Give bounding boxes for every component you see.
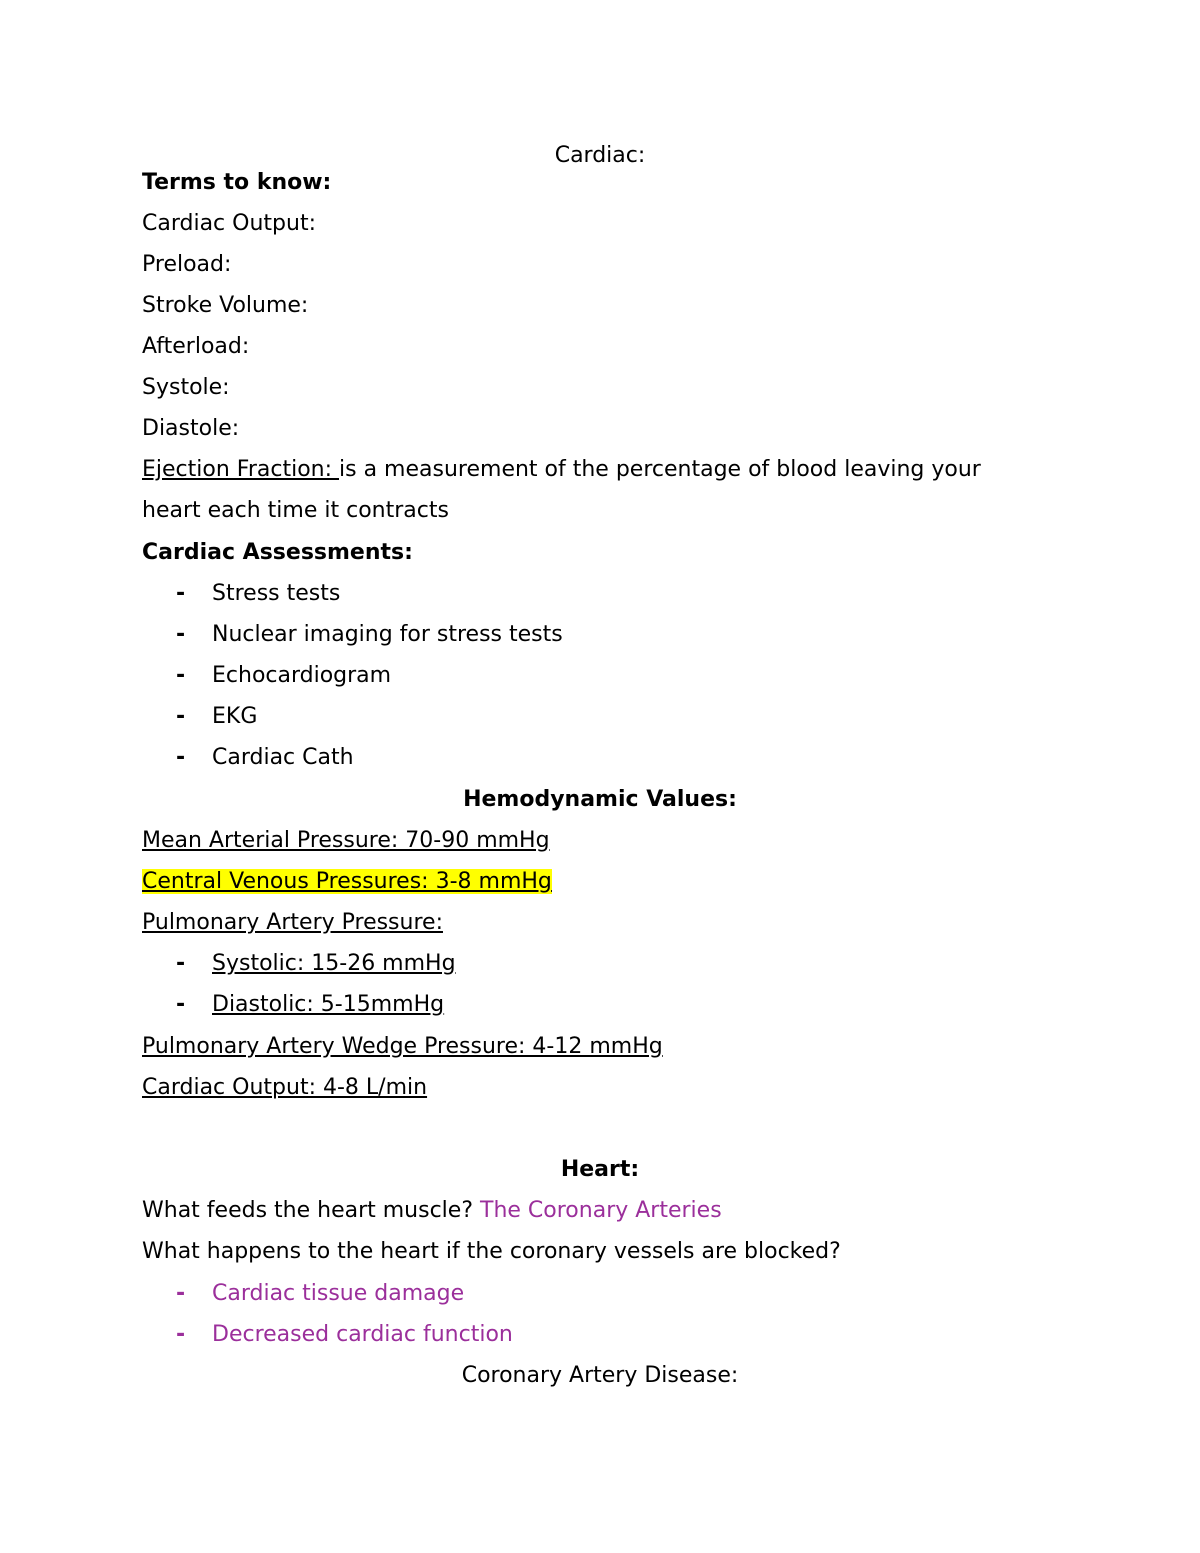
- list-bullet: -: [176, 1281, 186, 1306]
- co-value: [142, 1074, 427, 1102]
- list-item: Cardiac Cath: [212, 745, 354, 770]
- terms-heading: Terms to know:: [142, 170, 332, 195]
- pap-diastolic: Diastolic: 5-15mmHg: [212, 992, 445, 1017]
- pap-systolic: Systolic: 15-26 mmHg: [212, 951, 456, 976]
- list-bullet: -: [176, 745, 186, 770]
- heart-question-2: What happens to the heart if the coronary vessels are blocked?: [142, 1239, 841, 1264]
- list-item: Stress tests: [212, 581, 341, 606]
- list-item: Nuclear imaging for stress tests: [212, 622, 563, 647]
- co-text: Cardiac Output: 4-8 L/min: [142, 1075, 428, 1100]
- list-bullet: -: [176, 992, 186, 1017]
- answer-item: Decreased cardiac function: [212, 1322, 513, 1347]
- list-bullet: -: [176, 951, 186, 976]
- term-stroke-volume: Stroke Volume:: [142, 293, 309, 318]
- map-value: [142, 827, 550, 855]
- list-bullet: -: [176, 622, 186, 647]
- list-bullet: -: [176, 663, 186, 688]
- list-item: EKG: [212, 704, 258, 729]
- ejection-fraction-definition: is a measurement of the percentage of blood leaving your: [339, 457, 981, 482]
- map-text: Mean Arterial Pressure: 70-90 mmHg: [142, 828, 550, 853]
- list-item: Echocardiogram: [212, 663, 392, 688]
- cvp-value: [142, 868, 552, 896]
- list-bullet: -: [176, 704, 186, 729]
- answer-text: The Coronary Arteries: [480, 1198, 722, 1223]
- heart-question-1: [142, 1197, 722, 1225]
- cad-heading: Coronary Artery Disease:: [461, 1363, 739, 1388]
- question-text: What feeds the heart muscle?: [142, 1198, 481, 1223]
- heart-heading: Heart:: [560, 1157, 640, 1182]
- assessments-heading: Cardiac Assessments:: [142, 540, 413, 565]
- term-systole: Systole:: [142, 375, 230, 400]
- term-diastole: Diastole:: [142, 416, 240, 441]
- term-preload: Preload:: [142, 252, 232, 277]
- list-bullet: -: [176, 1322, 186, 1347]
- pawp-text: Pulmonary Artery Wedge Pressure: 4-12 mmHg: [142, 1034, 663, 1059]
- answer-item: Cardiac tissue damage: [212, 1281, 465, 1306]
- term-afterload: Afterload:: [142, 334, 250, 359]
- pap-heading: [142, 909, 443, 937]
- ejection-fraction-label: Ejection Fraction:: [142, 457, 340, 482]
- pawp-value: [142, 1033, 663, 1061]
- ejection-fraction-definition-cont: heart each time it contracts: [142, 498, 449, 523]
- term-cardiac-output: Cardiac Output:: [142, 211, 316, 236]
- cvp-text: Central Venous Pressures: 3-8 mmHg: [142, 869, 552, 894]
- document-title: Cardiac:: [554, 143, 646, 168]
- term-ejection-fraction: [142, 456, 981, 484]
- list-bullet: -: [176, 581, 186, 606]
- hemodynamic-heading: Hemodynamic Values:: [463, 787, 737, 812]
- pap-text: Pulmonary Artery Pressure:: [142, 910, 443, 935]
